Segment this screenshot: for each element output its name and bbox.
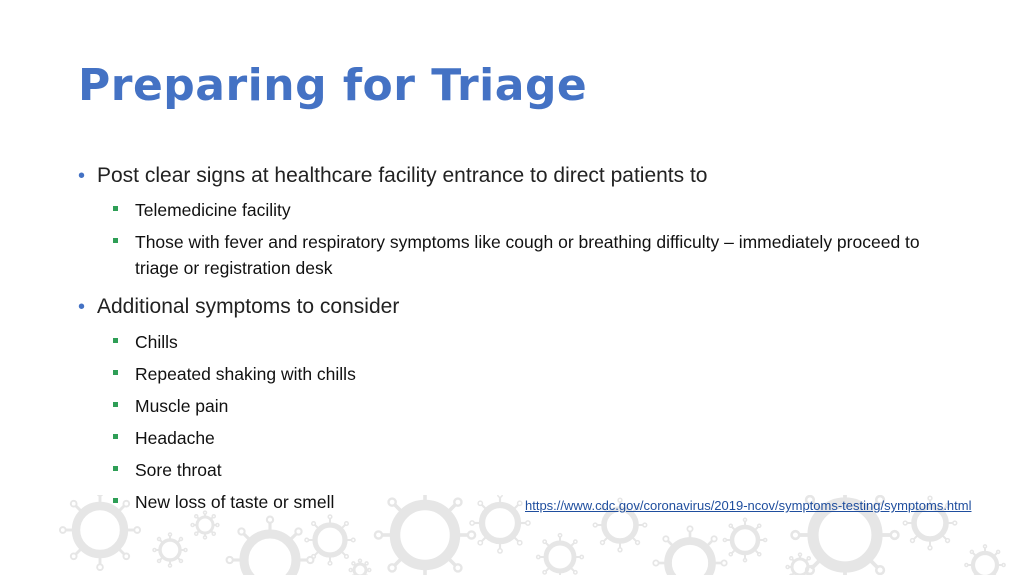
sub-bullet-item: New loss of taste or smell xyxy=(113,489,963,515)
bullet-text: Additional symptoms to consider xyxy=(97,295,400,318)
bullet-dot-icon: • xyxy=(78,165,86,187)
virus-icon xyxy=(965,545,1005,575)
sub-bullet-item: Muscle pain xyxy=(113,393,963,419)
source-link[interactable]: https://www.cdc.gov/coronavirus/2019-ncov/symptoms-testing/symptoms.html xyxy=(525,498,972,513)
square-bullet-icon xyxy=(113,238,118,243)
sub-bullet-item: Chills xyxy=(113,329,963,355)
sub-bullet-item: Headache xyxy=(113,425,963,451)
virus-icon xyxy=(305,515,355,565)
square-bullet-icon xyxy=(113,466,118,471)
virus-icon xyxy=(191,511,219,539)
square-bullet-icon xyxy=(113,434,118,439)
sub-bullet-item: Repeated shaking with chills xyxy=(113,361,963,387)
square-bullet-icon xyxy=(113,338,118,343)
bullet-dot-icon: • xyxy=(78,296,86,318)
bullet-text: Post clear signs at healthcare facility entrance to direct patients to xyxy=(97,164,708,187)
square-bullet-icon xyxy=(113,206,118,211)
virus-icon xyxy=(786,553,814,575)
bullet-item xyxy=(78,163,708,189)
bullet-item xyxy=(78,294,399,320)
sub-bullet-item: Sore throat xyxy=(113,457,963,483)
sub-bullet-item: Those with fever and respiratory symptoms like cough or breathing difficulty – immediately proceed to triage or registration desk xyxy=(113,229,963,281)
slide-title: Preparing for Triage xyxy=(78,60,588,111)
square-bullet-icon xyxy=(113,498,118,503)
virus-icon xyxy=(153,533,187,567)
virus-icon xyxy=(349,559,371,575)
square-bullet-icon xyxy=(113,370,118,375)
virus-icon xyxy=(227,517,314,575)
virus-icon xyxy=(653,526,726,575)
virus-icon xyxy=(723,518,766,561)
square-bullet-icon xyxy=(113,402,118,407)
sub-bullet-item: Telemedicine facility xyxy=(113,197,963,223)
virus-icon xyxy=(537,534,584,575)
